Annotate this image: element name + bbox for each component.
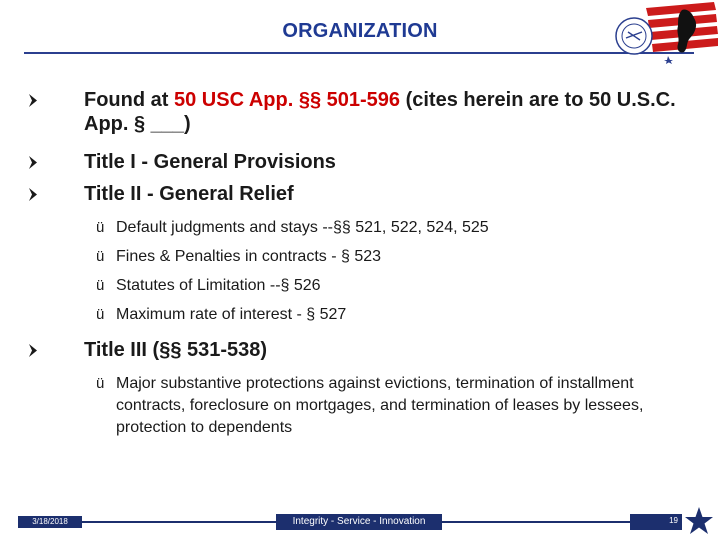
bullet-title-ii xyxy=(84,182,696,206)
footer-date: 3/18/2018 xyxy=(18,516,82,528)
bullet-marker-icon xyxy=(28,94,38,107)
sub-bullet-default-judgments xyxy=(96,218,696,238)
slide-title: ORGANIZATION xyxy=(282,20,438,42)
sub-bullet-statutes xyxy=(96,276,696,296)
sub-bullet-text: Statutes of Limitation --§ 526 xyxy=(116,277,321,294)
check-icon: ü xyxy=(96,277,105,294)
footer-divider-right xyxy=(442,521,630,523)
sub-bullet-fines xyxy=(96,247,696,267)
sub-bullet-protections xyxy=(96,373,690,439)
footer-motto: Integrity - Service - Innovation xyxy=(276,514,442,530)
sub-bullet-text: Fines & Penalties in contracts - § 523 xyxy=(116,248,382,265)
bullet-found-at xyxy=(84,88,696,136)
bullet-marker-icon xyxy=(28,188,38,201)
check-icon: ü xyxy=(96,375,105,392)
bullet-text: Title II - General Relief xyxy=(84,183,294,205)
check-icon: ü xyxy=(96,306,105,323)
bullet-text-pre: Found at xyxy=(84,89,174,111)
bullet-text: Title I - General Provisions xyxy=(84,151,336,173)
bullet-title-iii xyxy=(84,338,696,362)
footer-page-number: 19 xyxy=(630,514,682,530)
check-icon: ü xyxy=(96,248,105,265)
bullet-marker-icon xyxy=(28,156,38,169)
bullet-text-post: (cites herein are to 50 U.S.C. App. § ___) xyxy=(84,89,676,135)
bullet-marker-icon xyxy=(28,344,38,357)
bullet-text: Title III (§§ 531-538) xyxy=(84,339,268,361)
bullet-text-highlight: 50 USC App. §§ 501-596 xyxy=(173,89,401,111)
jag-seal-logo xyxy=(606,2,718,68)
sub-bullet-text: Major substantive protections against evictions, termination of installment contracts, foreclosure on mortgages, and termination of leases by lessees, protection to dependents xyxy=(116,375,644,436)
sub-bullet-text: Default judgments and stays --§§ 521, 522, 524, 525 xyxy=(116,219,489,236)
footer-divider-left xyxy=(82,521,276,523)
title-divider xyxy=(24,52,694,54)
check-icon: ü xyxy=(96,219,105,236)
sub-bullet-interest xyxy=(96,305,696,325)
sub-bullet-text: Maximum rate of interest - § 527 xyxy=(116,306,347,323)
bullet-title-i xyxy=(84,150,696,174)
star-icon xyxy=(684,506,714,536)
